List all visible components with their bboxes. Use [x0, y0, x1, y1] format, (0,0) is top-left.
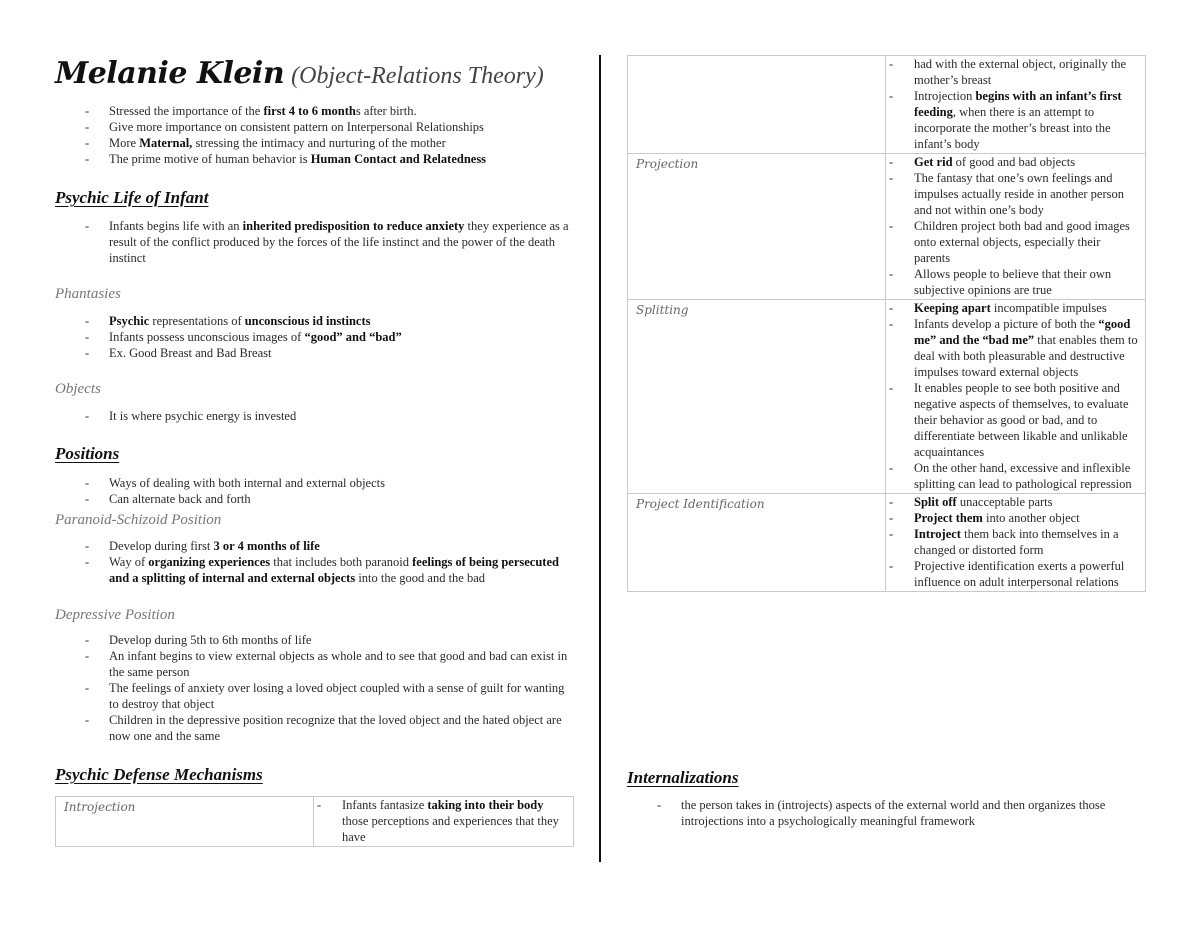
- emphasis-text: first 4 to 6 month: [263, 104, 356, 118]
- mechanism-label: Introjection: [56, 797, 314, 847]
- list-item: [55, 151, 575, 167]
- emphasis-text: “good” and “bad”: [304, 330, 402, 344]
- body-text: that includes both paranoid: [270, 555, 413, 569]
- body-text: Infants possess unconscious images of: [109, 330, 305, 344]
- emphasis-text: Get rid: [914, 155, 953, 169]
- table-row: [628, 154, 1146, 300]
- paranoid-list: [55, 538, 575, 586]
- body-text: had with the external object, originally the mother’s breast: [914, 57, 1127, 87]
- body-text: they experience as a result of the conflict produced by the forces of the life instinct and the power of the death instinct: [109, 219, 569, 265]
- table-row: [56, 797, 574, 847]
- list-item: [55, 345, 575, 361]
- body-text: Give more importance on consistent pattern on Interpersonal Relationships: [109, 120, 484, 134]
- list-item: [886, 218, 1139, 266]
- body-text: Way of: [109, 555, 149, 569]
- defense-table-left: [55, 796, 574, 847]
- mechanism-list: [886, 300, 1139, 492]
- list-item: [55, 135, 575, 151]
- heading-positions: Positions: [55, 444, 120, 463]
- mechanism-description: [886, 56, 1146, 154]
- emphasis-text: inherited predisposition to reduce anxiety: [242, 219, 465, 233]
- list-item: [886, 266, 1139, 298]
- list-item: [55, 119, 575, 135]
- list-item: [55, 491, 575, 507]
- mechanism-description: [886, 494, 1146, 592]
- list-item: [55, 554, 575, 586]
- emphasis-text: feelings of being persecuted and a splitting of internal and external objects: [109, 555, 559, 585]
- heading-internalizations: Internalizations: [627, 768, 739, 787]
- body-text: The fantasy that one’s own feelings and impulses actually reside in another person and not within one’s body: [914, 171, 1125, 217]
- mechanism-label: Projection: [628, 154, 886, 300]
- list-item: [886, 460, 1139, 492]
- body-text: An infant begins to view external objects as whole and to see that good and bad can exist in the same person: [109, 649, 568, 679]
- table-row: [628, 494, 1146, 592]
- list-item: [886, 170, 1139, 218]
- list-item: [55, 408, 575, 424]
- list-item: [886, 56, 1139, 88]
- heading-objects: Objects: [55, 381, 101, 397]
- table-row: [628, 56, 1146, 154]
- heading-paranoid-schizoid: Paranoid-Schizoid Position: [55, 512, 222, 528]
- list-item: [55, 103, 575, 119]
- body-text: those perceptions and experiences that they have: [342, 814, 559, 844]
- list-item: [886, 300, 1139, 316]
- body-text: Projective identification exerts a powerful influence on adult interpersonal relations: [914, 559, 1125, 589]
- body-text: Ways of dealing with both internal and external objects: [109, 476, 385, 490]
- body-text: Allows people to believe that their own subjective opinions are true: [914, 267, 1112, 297]
- positions-list: [55, 475, 575, 507]
- emphasis-text: 3 or 4 months of life: [213, 539, 320, 553]
- title-subtitle: (Object-Relations Theory): [291, 63, 544, 89]
- emphasis-text: Psychic: [109, 314, 150, 328]
- body-text: The prime motive of human behavior is: [109, 152, 311, 166]
- body-text: The feelings of anxiety over losing a loved object coupled with a sense of guilt for wanting to destroy that object: [109, 681, 565, 711]
- body-text: Ex. Good Breast and Bad Breast: [109, 346, 272, 360]
- body-text: Children in the depressive position recognize that the loved object and the hated object are now one and the same: [109, 713, 562, 743]
- mechanism-description: [314, 797, 574, 847]
- emphasis-text: organizing experiences: [148, 555, 271, 569]
- objects-list: [55, 408, 575, 424]
- list-item: [55, 538, 575, 554]
- body-text: the person takes in (introjects) aspects of the external world and then organizes those introjections into a psychologically meaningful framework: [681, 798, 1106, 828]
- body-text: that enables them to deal with both pleasurable and destructive impulses toward external objects: [914, 333, 1138, 379]
- body-text: Children project both bad and good images onto external objects, especially their parents: [914, 219, 1130, 265]
- emphasis-text: Project them: [914, 511, 983, 525]
- body-text: of good and bad objects: [952, 155, 1076, 169]
- list-item: [55, 712, 575, 744]
- intro-list: [55, 103, 575, 167]
- mechanism-list: [886, 154, 1139, 298]
- emphasis-text: Human Contact and Relatedness: [310, 152, 487, 166]
- list-item: [55, 329, 575, 345]
- body-text: Infants develop a picture of both the: [914, 317, 1099, 331]
- mechanism-label: Project Identification: [628, 494, 886, 592]
- internalizations-list: [627, 797, 1147, 829]
- list-item: [55, 648, 575, 680]
- body-text: It enables people to see both positive and negative aspects of themselves, to evaluate their behavior as good or bad, and to differentiate between likable and unlikable acquaintances: [914, 381, 1129, 459]
- body-text: unacceptable parts: [956, 495, 1053, 509]
- list-item: [627, 797, 1147, 829]
- heading-psychic-life: Psychic Life of Infant: [55, 188, 209, 207]
- emphasis-text: Keeping apart: [914, 301, 991, 315]
- heading-depressive: Depressive Position: [55, 607, 175, 623]
- list-item: [55, 632, 575, 648]
- emphasis-text: taking into their body: [427, 798, 544, 812]
- list-item: [55, 313, 575, 329]
- body-text: Infants fantasize: [342, 798, 428, 812]
- body-text: Develop during first: [109, 539, 214, 553]
- body-text: Introjection: [914, 89, 976, 103]
- defense-table-right: [627, 55, 1146, 592]
- body-text: s after birth.: [355, 104, 417, 118]
- body-text: , when there is an attempt to incorporate the mother’s breast into the infant’s body: [914, 105, 1111, 151]
- list-item: [886, 88, 1139, 152]
- emphasis-text: unconscious id instincts: [244, 314, 371, 328]
- mechanism-list: [314, 797, 567, 845]
- body-text: representations of: [149, 314, 245, 328]
- emphasis-text: Maternal,: [139, 136, 193, 150]
- mechanism-label: Splitting: [628, 300, 886, 494]
- body-text: More: [109, 136, 140, 150]
- list-item: [886, 510, 1139, 526]
- title-main: Melanie Klein: [55, 56, 285, 91]
- body-text: into the good and the bad: [355, 571, 486, 585]
- body-text: On the other hand, excessive and inflexible splitting can lead to pathological repression: [914, 461, 1132, 491]
- body-text: them back into themselves in a changed or distorted form: [914, 527, 1119, 557]
- psychic-life-list: [55, 218, 575, 266]
- phantasies-list: [55, 313, 575, 361]
- column-divider: [599, 55, 601, 862]
- document-title: [55, 56, 544, 94]
- list-item: [55, 680, 575, 712]
- mechanism-description: [886, 300, 1146, 494]
- list-item: [314, 797, 567, 845]
- list-item: [886, 526, 1139, 558]
- heading-defense-mechanisms: Psychic Defense Mechanisms: [55, 765, 263, 784]
- body-text: Develop during 5th to 6th months of life: [109, 633, 312, 647]
- mechanism-list: [886, 56, 1139, 152]
- body-text: into another object: [982, 511, 1080, 525]
- list-item: [886, 380, 1139, 460]
- emphasis-text: “good me” and the “bad me”: [914, 317, 1131, 347]
- body-text: Infants begins life with an: [109, 219, 243, 233]
- list-item: [55, 218, 575, 266]
- table-row: [628, 300, 1146, 494]
- mechanism-description: [886, 154, 1146, 300]
- body-text: Can alternate back and forth: [109, 492, 251, 506]
- body-text: It is where psychic energy is invested: [109, 409, 297, 423]
- mechanism-list: [886, 494, 1139, 590]
- emphasis-text: begins with an infant’s first feeding: [914, 89, 1122, 119]
- body-text: stressing the intimacy and nurturing of the mother: [192, 136, 446, 150]
- list-item: [886, 154, 1139, 170]
- list-item: [886, 494, 1139, 510]
- body-text: Stressed the importance of the: [109, 104, 264, 118]
- list-item: [55, 475, 575, 491]
- list-item: [886, 316, 1139, 380]
- mechanism-label: [628, 56, 886, 154]
- emphasis-text: Introject: [914, 527, 961, 541]
- list-item: [886, 558, 1139, 590]
- depressive-list: [55, 632, 575, 744]
- heading-phantasies: Phantasies: [55, 286, 121, 302]
- body-text: incompatible impulses: [990, 301, 1107, 315]
- emphasis-text: Split off: [914, 495, 957, 509]
